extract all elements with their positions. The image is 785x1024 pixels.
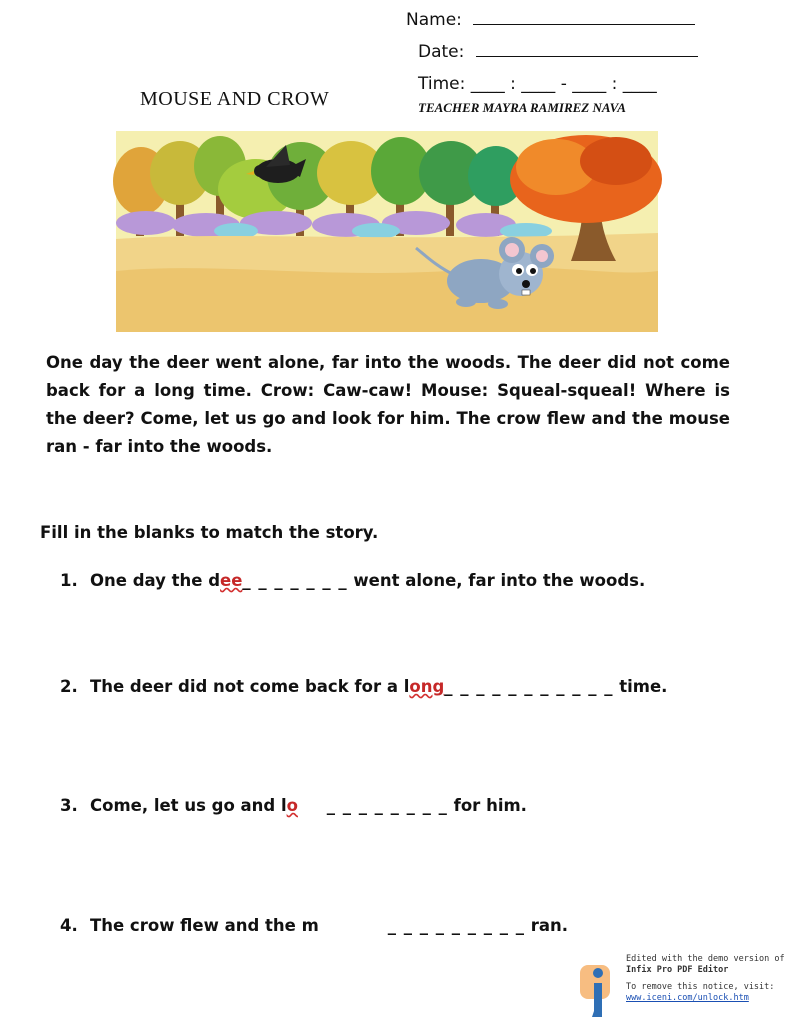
story-paragraph: One day the deer went alone, far into the woods. The deer did not come back for a long time. Crow: Caw-caw! Mouse: Squeal-squeal! Where is the deer? Come, let us go and look for him. The crow flew and the mouse ran - far into the woods. — [46, 353, 730, 456]
hint-text: o — [286, 796, 298, 815]
date-field[interactable] — [418, 42, 698, 62]
question-3: 3. Come, let us go and lo _ _ _ _ _ _ _ _ for him. — [60, 796, 527, 815]
worksheet-title: MOUSE AND CROW — [140, 88, 330, 110]
instructions: Fill in the blanks to match the story. — [40, 523, 379, 542]
story-illustration — [116, 131, 658, 332]
name-line[interactable] — [473, 11, 695, 25]
forest-scene-image — [116, 131, 658, 332]
question-4: 4. The crow flew and the m _ _ _ _ _ _ _ _ _ ran. — [60, 916, 568, 935]
hint-text: ee — [220, 571, 243, 590]
hint-text: ong — [409, 677, 445, 696]
answer-blank[interactable]: _ _ _ _ _ _ _ — [242, 571, 348, 590]
answer-blank[interactable]: _ _ _ _ _ _ _ _ _ — [387, 916, 525, 935]
name-field[interactable] — [406, 10, 695, 30]
question-2: 2. The deer did not come back for a long_ _ _ _ _ _ _ _ _ _ _ time. — [60, 677, 668, 696]
date-label: Date: — [418, 42, 465, 62]
answer-blank[interactable]: _ _ _ _ _ _ _ _ _ _ _ — [444, 677, 614, 696]
date-line[interactable] — [476, 43, 698, 57]
answer-blank[interactable]: _ _ _ _ _ _ _ _ — [326, 796, 448, 815]
infix-logo-icon — [576, 955, 620, 1021]
teacher-name: TEACHER MAYRA RAMIREZ NAVA — [418, 100, 626, 115]
unlock-link[interactable]: www.iceni.com/unlock.htm — [626, 993, 749, 1003]
time-label: Time: — [418, 74, 466, 94]
time-field[interactable] — [418, 74, 657, 94]
name-label: Name: — [406, 10, 462, 30]
question-1: 1. One day the dee_ _ _ _ _ _ _ went alone, far into the woods. — [60, 571, 646, 590]
demo-notice: Edited with the demo version of Infix Pro PDF Editor To remove this notice, visit: www.iceni.com/unlock.htm — [626, 954, 785, 1003]
time-format: ____ : ____ - ____ : ____ — [470, 74, 657, 94]
